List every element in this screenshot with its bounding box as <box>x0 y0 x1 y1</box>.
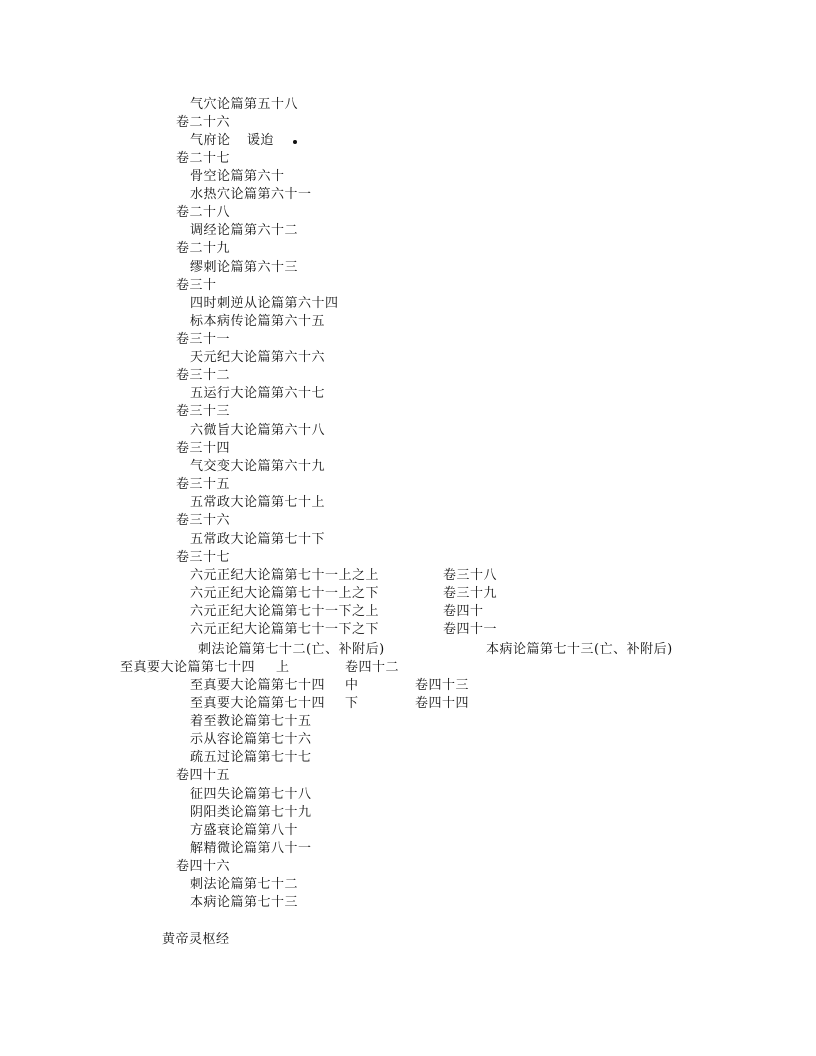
text-line: 刺法论篇第七十二 <box>190 877 299 892</box>
text-line: 六元正纪大论篇第七十一下之上 <box>190 604 380 619</box>
text-line: 本病论篇第七十三 <box>190 895 299 910</box>
text-line: 谖迨 <box>247 133 275 148</box>
text-line: 卷四十三 <box>415 678 470 693</box>
text-line: 骨空论篇第六十 <box>190 169 285 184</box>
text-line: 至真要大论篇第七十四 <box>190 678 326 693</box>
text-line: 卷四十一 <box>443 622 498 637</box>
section-heading: 黄帝灵枢经 <box>162 932 230 947</box>
text-line: 卷三十六 <box>176 513 231 528</box>
text-line: 卷四十四 <box>415 696 470 711</box>
text-line: 卷二十六 <box>176 115 231 130</box>
text-line: 五常政大论篇第七十下 <box>190 532 326 547</box>
text-line: 卷四十 <box>443 604 484 619</box>
text-line: 卷四十五 <box>176 768 231 783</box>
text-line: 卷三十四 <box>176 441 231 456</box>
text-line: 卷二十八 <box>176 205 231 220</box>
text-line: 阴阳类论篇第七十九 <box>190 805 312 820</box>
text-line: 六元正纪大论篇第七十一上之下 <box>190 586 380 601</box>
text-line: 方盛衰论篇第八十 <box>190 823 299 838</box>
text-line: 上 <box>276 660 290 675</box>
text-line: 气穴论篇第五十八 <box>190 97 299 112</box>
text-line: 卷四十二 <box>345 660 400 675</box>
text-line: 卷三十八 <box>443 568 498 583</box>
text-line: 缪刺论篇第六十三 <box>190 260 299 275</box>
text-line: 卷二十七 <box>176 151 231 166</box>
text-line: 五运行大论篇第六十七 <box>190 386 326 401</box>
text-line: 示从容论篇第七十六 <box>190 732 312 747</box>
text-line: 卷四十六 <box>176 859 231 874</box>
text-line: 调经论篇第六十二 <box>190 223 299 238</box>
text-line: 至真要大论篇第七十四 <box>190 696 326 711</box>
text-line: 着至教论篇第七十五 <box>190 714 312 729</box>
text-line: 水热穴论篇第六十一 <box>190 187 312 202</box>
text-line: 六微旨大论篇第六十八 <box>190 423 326 438</box>
text-line: 气交变大论篇第六十九 <box>190 459 326 474</box>
text-line: 六元正纪大论篇第七十一下之下 <box>190 622 380 637</box>
text-line: 六元正纪大论篇第七十一上之上 <box>190 568 380 583</box>
text-line: 卷三十五 <box>176 477 231 492</box>
text-line: 五常政大论篇第七十上 <box>190 495 326 510</box>
text-line: 卷三十九 <box>443 586 498 601</box>
text-line: 卷二十九 <box>176 241 231 256</box>
text-line: 本病论篇第七十三(亡、补附后) <box>486 642 673 657</box>
text-line: 天元纪大论篇第六十六 <box>190 350 326 365</box>
text-line: 气府论 <box>190 133 231 148</box>
bullet-dot <box>293 140 297 144</box>
text-line: 卷三十七 <box>176 550 231 565</box>
text-line: 卷三十三 <box>176 404 231 419</box>
text-line: 疏五过论篇第七十七 <box>190 750 312 765</box>
text-line: 卷三十二 <box>176 368 231 383</box>
text-line: 卷三十 <box>176 278 217 293</box>
text-line: 征四失论篇第七十八 <box>190 787 312 802</box>
text-line: 卷三十一 <box>176 332 231 347</box>
text-line: 四时刺逆从论篇第六十四 <box>190 296 339 311</box>
text-line: 下 <box>345 696 359 711</box>
text-line: 解精微论篇第八十一 <box>190 841 312 856</box>
text-line: 中 <box>345 678 359 693</box>
text-line: 至真要大论篇第七十四 <box>120 660 256 675</box>
text-line: 刺法论篇第七十二(亡、补附后) <box>198 642 385 657</box>
text-line: 标本病传论篇第六十五 <box>190 314 326 329</box>
